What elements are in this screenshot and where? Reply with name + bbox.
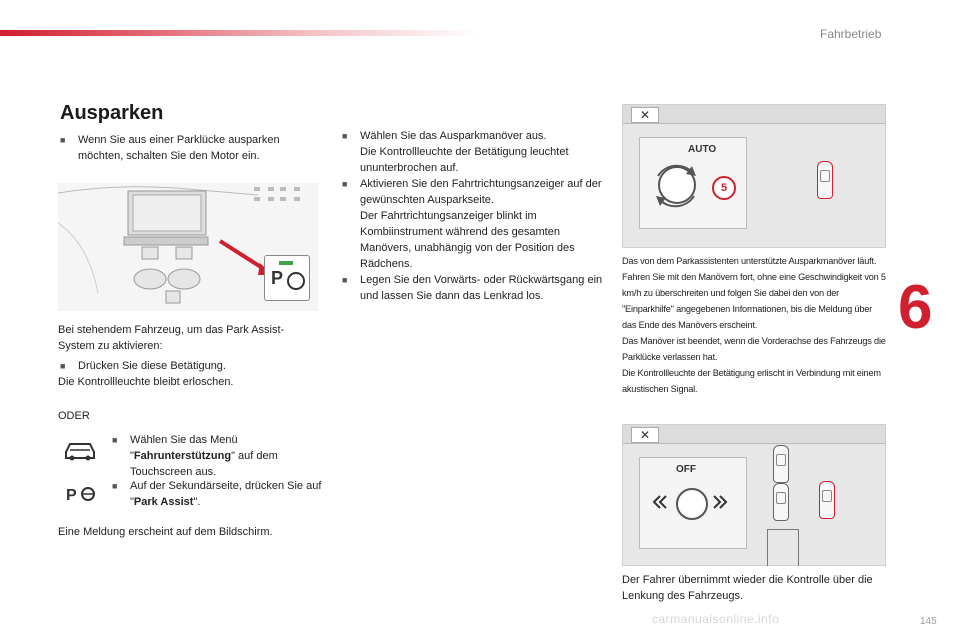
page-number: 145 [920,616,937,627]
bullet-marker: ■ [112,481,118,491]
parked-car-icon [773,483,789,521]
left-intro: Bei stehendem Fahrzeug, um das Park Assist-System zu aktivieren: [58,324,285,352]
header-accent-bar [0,30,480,36]
middle-bullet [342,272,604,304]
caption-line: Das Manöver ist beendet, wenn die Vorderachse des Fahrzeugs die Parklücke verlassen hat. [622,336,886,362]
figure-title-bar [623,425,885,444]
section-label: Fahrbetrieb [820,27,882,41]
parking-slot [767,529,799,566]
figure-auto-mode [622,104,886,248]
mode-label: AUTO [688,144,717,155]
caption-line: Die Kontrollleuchte der Betätigung erlischt in Verbindung mit einem akustischen Signal. [622,368,881,394]
caption-line: Das von dem Parkassistenten unterstützte Ausparkmanöver läuft. [622,256,877,266]
menu-bullet-pre: Wählen Sie das Menü " [130,434,238,462]
caption-line: Fahren Sie mit den Manövern fort, ohne eine Geschwindigkeit von 5 km/h zu überschreiten und folgen Sie dabei den von der "Einparkhilfe" angegebenen Informationen, bis die Meldung über das Ende des Manövers erscheint. [622,272,886,330]
left-bullet-1 [60,132,315,164]
bullet-marker: ■ [342,179,348,189]
left-right-arrows-icon [650,492,736,512]
menu-bullet-bold: Fahrunterstützung [133,450,232,462]
car-icon [817,161,833,199]
figure-2-caption: Der Fahrer übernimmt wieder die Kontrolle über die Lenkung des Fahrzeugs. [622,574,873,602]
secondary-bullet-bold: Park Assist [133,496,194,508]
park-assist-button-closeup [264,255,310,301]
figure-1-caption [622,253,888,397]
middle-bullet-3-text: Legen Sie den Vorwärts- oder Rückwärtsgang ein und lassen Sie dann das Lenkrad los. [360,274,603,302]
figure-off-mode [622,424,886,566]
p-symbol: P [271,268,284,288]
svg-text:P: P [66,487,77,504]
mode-panel [639,137,747,229]
bullet-marker: ■ [342,131,348,141]
secondary-bullet-text [130,478,322,510]
chapter-number: 6 [898,273,933,342]
figure-title-bar [623,105,885,124]
step-badge: 5 [712,176,736,200]
car-menu-icon [62,438,98,462]
secondary-bullet-pre: Auf der Sekundärseite, drücken Sie auf " [130,480,322,508]
menu-bullet [112,432,322,480]
message-text: Eine Meldung erscheint auf dem Bildschirm. [58,526,273,538]
middle-bullet-2-text: Aktivieren Sie den Fahrtrichtungsanzeiger auf der gewünschten Ausparkseite. Der Fahrtrichtungsanzeiger blinkt im Kombiinstrument während des gesamten Manövers, unabhängig von der Position des Rädchens. [360,178,602,270]
bullet-marker: ■ [60,135,66,145]
left-bullet-2-text: Drücken Sie diese Betätigung. [78,360,226,372]
bullet-marker: ■ [342,275,348,285]
green-indicator-led [279,261,293,265]
secondary-bullet [112,478,322,510]
park-assist-icon [66,484,100,509]
mode-panel [639,457,747,549]
bullet-marker: ■ [112,435,118,445]
steering-wheel-icon [287,272,305,290]
middle-bullet-1-text: Wählen Sie das Ausparkmanöver aus. Die Kontrollleuchte der Betätigung leuchtet ununterbrochen auf. [360,130,569,174]
middle-column [342,128,604,304]
middle-bullet [342,128,604,176]
left-bullet-2-follow: Die Kontrollleuchte bleibt erloschen. [58,376,234,388]
parked-car-icon [773,445,789,483]
menu-bullet-post: " auf dem Touchscreen aus. [130,450,278,478]
close-icon: ✕ [631,427,659,443]
secondary-bullet-post: ". [193,496,201,508]
car-icon [819,481,835,519]
menu-bullet-text [130,432,322,480]
mode-label: OFF [676,464,696,475]
middle-bullet [342,176,604,272]
page-title: Ausparken [60,102,164,124]
dashboard-photo [58,183,318,311]
or-separator: ODER [58,410,90,422]
close-icon: ✕ [631,107,659,123]
bullet-marker: ■ [60,361,66,371]
left-bullet-2 [60,358,315,374]
watermark: carmanualsonline.info [652,612,780,626]
rotate-arrows-icon [648,158,704,214]
left-bullet-1-text: Wenn Sie aus einer Parklücke ausparken möchten, schalten Sie den Motor ein. [78,134,280,162]
